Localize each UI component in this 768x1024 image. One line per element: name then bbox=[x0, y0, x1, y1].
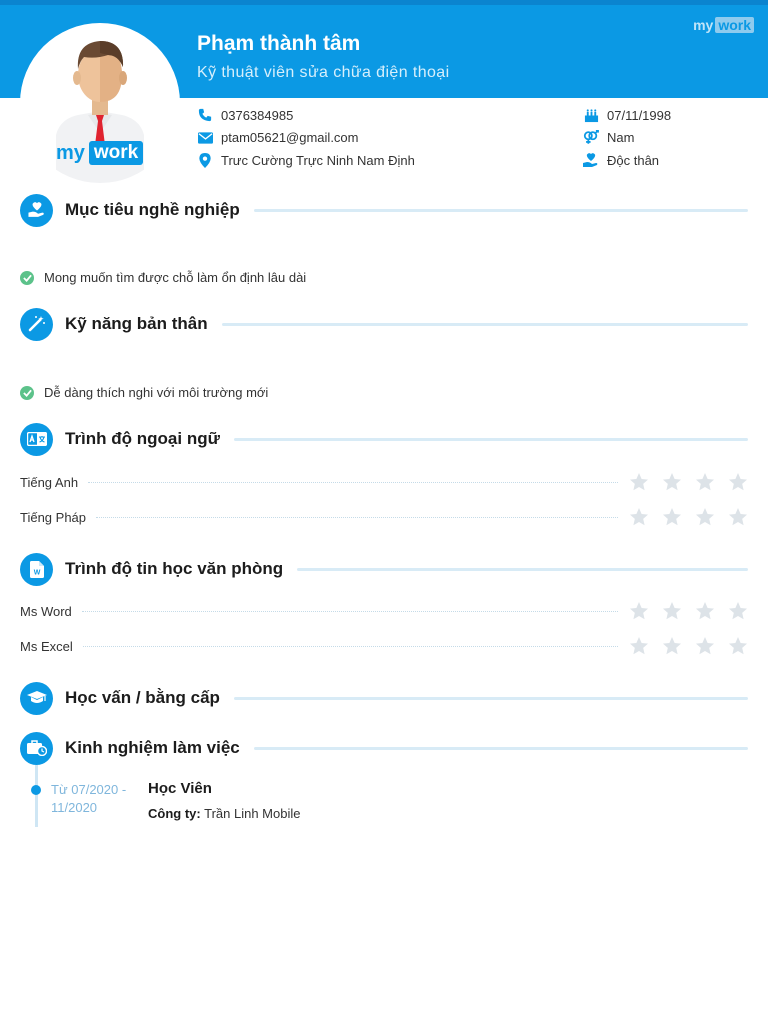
contact-gender: Nam bbox=[583, 130, 671, 147]
star-icon bbox=[695, 636, 715, 656]
star-icon bbox=[629, 507, 649, 527]
gender-icon bbox=[583, 130, 599, 146]
briefcase-clock-icon bbox=[20, 732, 53, 765]
list-item: Dễ dàng thích nghi với môi trường mới bbox=[20, 385, 268, 400]
check-circle-icon bbox=[20, 271, 34, 285]
birthday-cake-icon bbox=[583, 107, 599, 123]
section-languages bbox=[20, 423, 748, 455]
experience-position: Học Viên bbox=[148, 780, 212, 797]
star-icon bbox=[662, 636, 682, 656]
hand-heart-icon bbox=[583, 152, 599, 168]
star-icon bbox=[662, 507, 682, 527]
section-title: Trình độ tin học văn phòng bbox=[65, 559, 284, 578]
star-rating bbox=[628, 601, 748, 621]
section-divider bbox=[254, 209, 748, 212]
contact-info-right bbox=[583, 107, 671, 169]
section-title: Kinh nghiệm làm việc bbox=[65, 738, 240, 757]
contact-phone: 0376384985 bbox=[197, 107, 415, 124]
star-rating bbox=[628, 472, 748, 492]
skill-row-ms-excel bbox=[20, 636, 748, 656]
mywork-logo: my work bbox=[56, 141, 143, 165]
skill-label: Ms Word bbox=[20, 603, 72, 619]
company-label: Công ty: bbox=[148, 806, 201, 821]
section-divider bbox=[297, 568, 748, 571]
section-experience bbox=[20, 732, 748, 764]
star-icon bbox=[695, 601, 715, 621]
phone-icon bbox=[197, 107, 213, 123]
contact-email: ptam05621@gmail.com bbox=[197, 130, 415, 147]
experience-company bbox=[148, 806, 300, 821]
list-item: Mong muốn tìm được chỗ làm ổn định lâu dài bbox=[20, 270, 306, 285]
section-divider bbox=[222, 323, 748, 326]
star-icon bbox=[662, 472, 682, 492]
leader-dots bbox=[83, 646, 618, 647]
section-title: Học vấn / bằng cấp bbox=[65, 688, 220, 707]
candidate-title: Kỹ thuật viên sửa chữa điện thoại bbox=[197, 64, 450, 81]
section-title: Mục tiêu nghề nghiệp bbox=[65, 200, 240, 219]
contact-address: Trưc Cường Trực Ninh Nam Định bbox=[197, 152, 415, 169]
experience-date: Từ 07/2020 - 11/2020 bbox=[51, 782, 127, 815]
section-divider bbox=[234, 697, 748, 700]
star-icon bbox=[728, 507, 748, 527]
skill-row-ms-word bbox=[20, 601, 748, 621]
timeline-dot bbox=[31, 785, 41, 795]
star-icon bbox=[728, 636, 748, 656]
section-career-goal bbox=[20, 194, 748, 226]
skill-row-english bbox=[20, 472, 748, 492]
star-icon bbox=[728, 472, 748, 492]
contact-marital-status: Độc thân bbox=[583, 152, 671, 169]
skill-label: Ms Excel bbox=[20, 638, 73, 654]
skill-row-french bbox=[20, 507, 748, 527]
star-icon bbox=[629, 636, 649, 656]
company-name: Trần Linh Mobile bbox=[204, 806, 301, 821]
star-icon bbox=[695, 472, 715, 492]
section-skills bbox=[20, 308, 748, 340]
leader-dots bbox=[96, 517, 618, 518]
word-document-icon bbox=[20, 553, 53, 586]
section-title: Kỹ năng bản thân bbox=[65, 314, 208, 333]
magic-wand-icon bbox=[20, 308, 53, 341]
section-divider bbox=[234, 438, 748, 441]
skill-label: Tiếng Pháp bbox=[20, 509, 87, 525]
map-marker-icon bbox=[197, 152, 213, 168]
leader-dots bbox=[82, 611, 618, 612]
star-icon bbox=[629, 601, 649, 621]
leader-dots bbox=[88, 482, 618, 483]
section-title: Trình độ ngoại ngữ bbox=[65, 429, 220, 448]
check-circle-icon bbox=[20, 386, 34, 400]
star-rating bbox=[628, 507, 748, 527]
candidate-name: Phạm thành tâm bbox=[197, 32, 361, 55]
star-icon bbox=[662, 601, 682, 621]
graduation-cap-icon bbox=[20, 682, 53, 715]
contact-info-left bbox=[197, 107, 415, 169]
brand-watermark: my work bbox=[693, 17, 754, 33]
star-icon bbox=[695, 507, 715, 527]
section-office-skills bbox=[20, 553, 748, 585]
section-divider bbox=[254, 747, 748, 750]
svg-text:W: W bbox=[33, 569, 40, 576]
language-icon bbox=[20, 423, 53, 456]
star-icon bbox=[728, 601, 748, 621]
contact-birthday: 07/11/1998 bbox=[583, 107, 671, 124]
timeline-line bbox=[35, 765, 38, 827]
hand-heart-icon bbox=[20, 194, 53, 227]
envelope-icon bbox=[197, 130, 213, 146]
section-education bbox=[20, 682, 748, 714]
star-icon bbox=[629, 472, 649, 492]
skill-label: Tiếng Anh bbox=[20, 474, 79, 490]
star-rating bbox=[628, 636, 748, 656]
